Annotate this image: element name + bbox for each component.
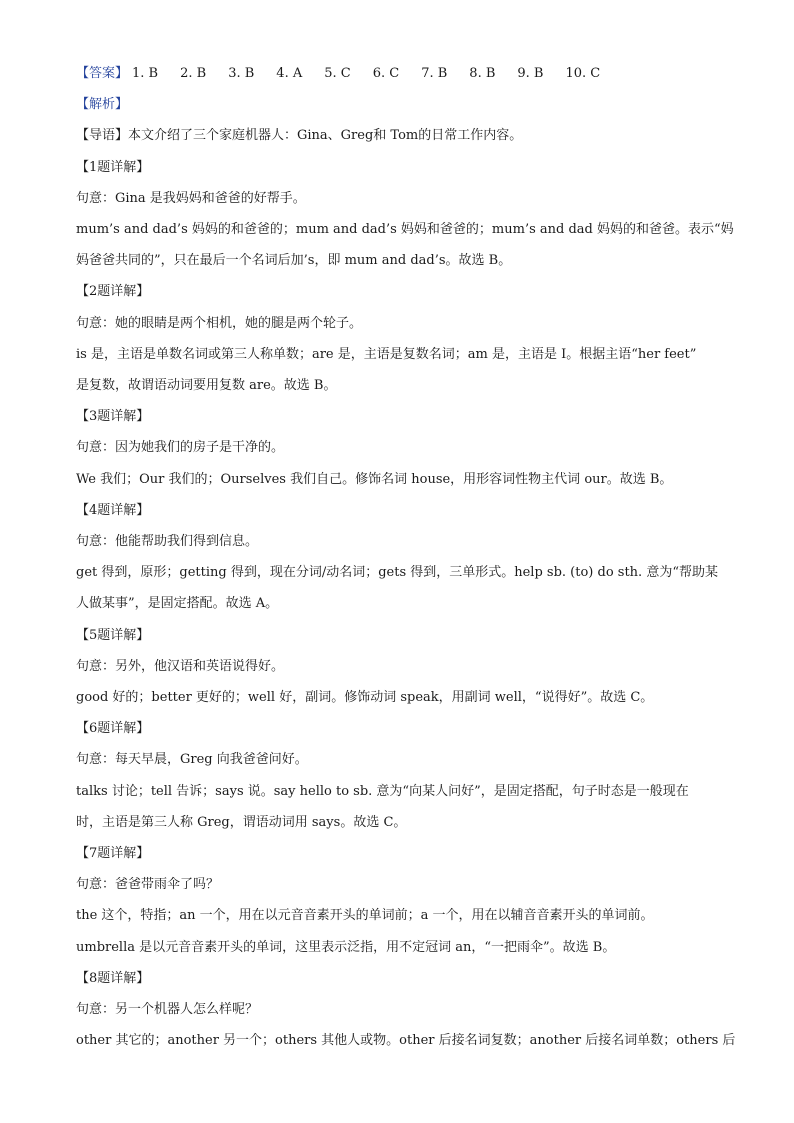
section-line: umbrella 是以元音音素开头的单词，这里表示泛指，用不定冠词 an，“一把雨伞”。故选 B。 bbox=[76, 939, 616, 955]
section-heading: 【6题详解】 bbox=[76, 721, 150, 737]
section-1 bbox=[76, 152, 734, 277]
section-line: 妈爸爸共同的”，只在最后一个名词后加’s，即 mum and dad’s。故选 B。 bbox=[76, 253, 512, 269]
answer-item: 8. B bbox=[469, 66, 496, 81]
answer-item: 3. B bbox=[228, 66, 255, 81]
section-line: 句意：Gina 是我妈妈和爸爸的好帮手。 bbox=[76, 190, 306, 206]
document-page bbox=[76, 58, 736, 1057]
section-line: 是复数，故谓语动词要用复数 are。故选 B。 bbox=[76, 378, 337, 394]
section-line: mum’s and dad’s 妈妈的和爸爸的；mum and dad’s 妈妈和爸爸的；mum’s and dad 妈妈的和爸爸。表示“妈 bbox=[76, 222, 734, 238]
section-8 bbox=[76, 963, 736, 1057]
section-7 bbox=[76, 838, 726, 963]
section-heading: 【2题详解】 bbox=[76, 284, 150, 300]
section-5 bbox=[76, 620, 726, 714]
answer-item: 2. B bbox=[180, 66, 207, 81]
section-heading: 【8题详解】 bbox=[76, 970, 150, 986]
section-line: 时，主语是第三人称 Greg，谓语动词用 says。故选 C。 bbox=[76, 814, 407, 830]
analysis-label: 【解析】 bbox=[76, 97, 129, 113]
section-line: 句意：他能帮助我们得到信息。 bbox=[76, 534, 259, 550]
section-line: get 得到，原形；getting 得到，现在分词/动名词；gets 得到，三单形式。help sb. (to) do sth. 意为“帮助某 bbox=[76, 565, 718, 581]
section-line: talks 讨论；tell 告诉；says 说。say hello to sb. 意为“向某人问好”，是固定搭配，句子时态是一般现在 bbox=[76, 783, 689, 799]
answer-item: 6. C bbox=[372, 66, 400, 81]
section-2 bbox=[76, 276, 726, 401]
intro-paragraph: 【导语】本文介绍了三个家庭机器人：Gina、Greg和 Tom的日常工作内容。 bbox=[76, 128, 523, 144]
answer-item: 1. B bbox=[132, 66, 159, 81]
answer-label: 【答案】 bbox=[76, 66, 129, 81]
section-line: the 这个，特指；an 一个，用在以元音音素开头的单词前；a 一个，用在以辅音音素开头的单词前。 bbox=[76, 908, 654, 924]
section-line: 句意：另一个机器人怎么样呢？ bbox=[76, 1002, 259, 1018]
answer-item: 7. B bbox=[421, 66, 448, 81]
section-line: 句意：她的眼睛是两个相机，她的腿是两个轮子。 bbox=[76, 315, 363, 331]
section-line: We 我们；Our 我们的；Ourselves 我们自己。修饰名词 house，用形容词性物主代词 our。故选 B。 bbox=[76, 471, 673, 487]
section-line: 句意：每天早晨，Greg 向我爸爸问好。 bbox=[76, 752, 308, 768]
section-heading: 【5题详解】 bbox=[76, 627, 150, 643]
answer-item: 5. C bbox=[324, 66, 351, 81]
section-3 bbox=[76, 401, 726, 495]
section-heading: 【1题详解】 bbox=[76, 159, 150, 175]
section-line: 句意：因为她我们的房子是干净的。 bbox=[76, 440, 285, 456]
section-heading: 【7题详解】 bbox=[76, 846, 150, 862]
answer-item: 4. A bbox=[276, 66, 303, 81]
section-heading: 【3题详解】 bbox=[76, 409, 150, 425]
section-line: good 好的；better 更好的；well 好，副词。修饰动词 speak，用副词 well，“说得好”。故选 C。 bbox=[76, 690, 654, 706]
section-line: is 是，主语是单数名词或第三人称单数；are 是，主语是复数名词；am 是，主语是 I。根据主语“her feet” bbox=[76, 346, 697, 362]
section-line: 人做某事”，是固定搭配。故选 A。 bbox=[76, 596, 279, 612]
answer-item: 10. C bbox=[565, 66, 601, 81]
section-6 bbox=[76, 713, 726, 838]
section-heading: 【4题详解】 bbox=[76, 502, 150, 518]
section-4 bbox=[76, 495, 726, 620]
answer-key bbox=[76, 58, 726, 89]
answer-item: 9. B bbox=[517, 66, 544, 81]
section-line: 句意：另外，他汉语和英语说得好。 bbox=[76, 658, 285, 674]
section-line: 句意：爸爸带雨伞了吗？ bbox=[76, 877, 220, 893]
section-line: other 其它的；another 另一个；others 其他人或物。other 后接名词复数；another 后接名词单数；others 后 bbox=[76, 1033, 736, 1049]
